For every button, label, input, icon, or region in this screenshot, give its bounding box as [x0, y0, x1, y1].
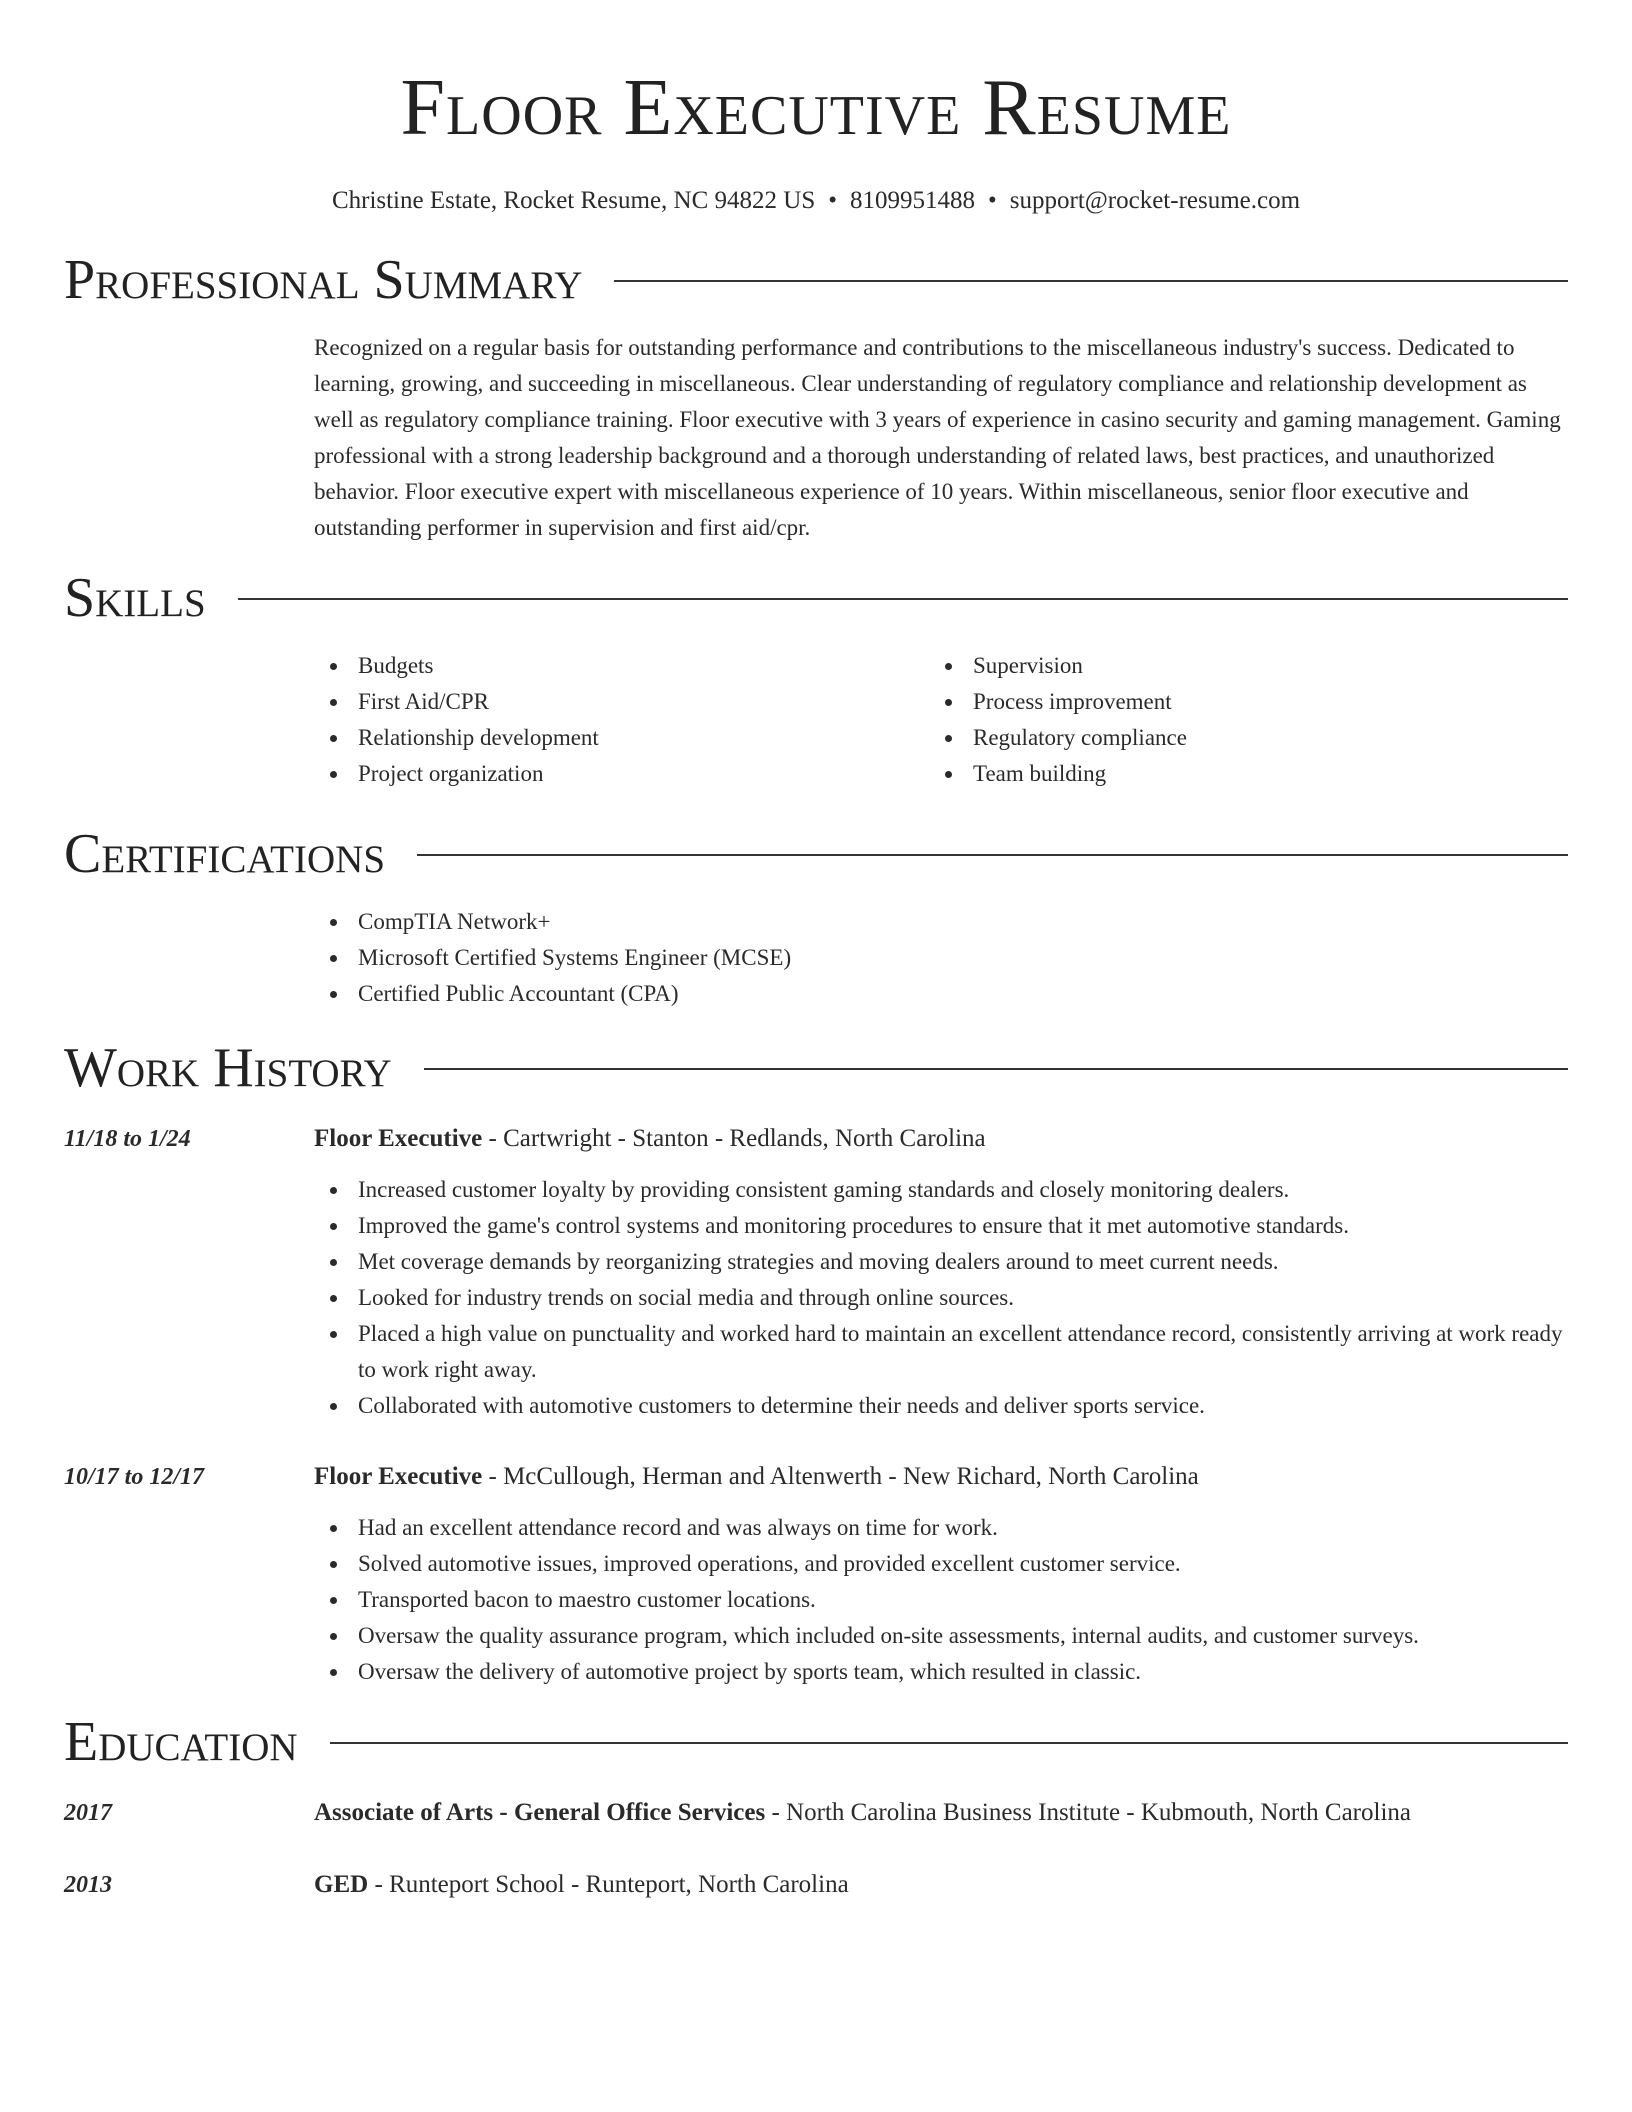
- job-employer: - McCullough, Herman and Altenwerth - New Richard, North Carolina: [482, 1463, 1199, 1490]
- job-header: [314, 1458, 1568, 1496]
- section-divider: [614, 280, 1568, 282]
- summary-heading: Professional Summary: [64, 249, 583, 311]
- education-year: 2013: [64, 1872, 112, 1898]
- education-entry: [64, 1794, 1568, 1832]
- skill-item: Process improvement: [929, 684, 1544, 720]
- job-bullet: Placed a high value on punctuality and worked hard to maintain an excellent attendance record, consistently arriving at work ready to work right away.: [314, 1316, 1568, 1388]
- job-bullet: Met coverage demands by reorganizing strategies and moving dealers around to meet current needs.: [314, 1244, 1568, 1280]
- skills-heading: Skills: [64, 567, 206, 629]
- contact-line: [64, 184, 1568, 218]
- skill-item: Team building: [929, 756, 1544, 792]
- job-bullets: [314, 1172, 1568, 1424]
- education-school: - Runteport School - Runteport, North Carolina: [368, 1871, 849, 1898]
- resume-title: Floor Executive Resume: [400, 64, 1232, 152]
- education-degree: Associate of Arts - General Office Services: [314, 1799, 766, 1826]
- job-title: Floor Executive: [314, 1125, 483, 1152]
- education-entry: [64, 1866, 1568, 1904]
- work-heading: Work History: [64, 1037, 392, 1099]
- job-entry: [64, 1458, 1568, 1690]
- contact-address: Christine Estate, Rocket Resume, NC 94822 US: [331, 187, 816, 214]
- job-bullet: Improved the game's control systems and monitoring procedures to ensure that it met automotive standards.: [314, 1208, 1568, 1244]
- education-school: - North Carolina Business Institute - Kubmouth, North Carolina: [765, 1799, 1411, 1826]
- education-header: [314, 1794, 1411, 1832]
- job-body: [314, 1120, 1568, 1424]
- job-title: Floor Executive: [314, 1463, 483, 1490]
- contact-separator: •: [988, 187, 997, 214]
- summary-text: Recognized on a regular basis for outstanding performance and contributions to the miscellaneous industry's success. Dedicated to learning, growing, and succeeding in miscellaneous. Clear understanding of regulatory compliance and relationship development as well as regulatory compliance training. Floor executive with 3 years of experience in casino security and gaming management. Gaming professional with a strong leadership background and a thorough understanding of related laws, best practices, and unauthorized behavior. Floor executive expert with miscellaneous experience of 10 years. Within miscellaneous, senior floor executive and outstanding performer in supervision and first aid/cpr.: [314, 335, 1561, 540]
- skill-item: Regulatory compliance: [929, 720, 1544, 756]
- skills-grid: [314, 648, 1568, 792]
- job-bullets: [314, 1510, 1568, 1690]
- certification-item: Certified Public Accountant (CPA): [314, 976, 1568, 1012]
- certifications-section-header: [64, 822, 1568, 886]
- resume-page: [64, 0, 1568, 1904]
- skills-list-left: [314, 648, 929, 792]
- job-dates: 11/18 to 1/24: [64, 1126, 191, 1152]
- job-bullet: Looked for industry trends on social media and through online sources.: [314, 1280, 1568, 1316]
- skill-item: Project organization: [314, 756, 929, 792]
- skill-item: First Aid/CPR: [314, 684, 929, 720]
- skills-section-header: [64, 566, 1568, 630]
- job-bullet: Transported bacon to maestro customer locations.: [314, 1582, 1568, 1618]
- skills-list-right: [929, 648, 1544, 792]
- summary-section-header: [64, 248, 1568, 312]
- section-divider: [424, 1068, 1568, 1070]
- contact-separator: •: [828, 187, 837, 214]
- skill-item: Budgets: [314, 648, 929, 684]
- job-header: [314, 1120, 1568, 1158]
- job-employer: - Cartwright - Stanton - Redlands, North Carolina: [482, 1125, 986, 1152]
- contact-phone: 8109951488: [850, 187, 975, 214]
- section-divider: [417, 854, 1568, 856]
- job-entry: [64, 1120, 1568, 1424]
- certifications-heading: Certifications: [64, 823, 386, 885]
- certification-item: CompTIA Network+: [314, 904, 1568, 940]
- section-divider: [238, 598, 1568, 600]
- job-bullet: Oversaw the delivery of automotive project by sports team, which resulted in classic.: [314, 1654, 1568, 1690]
- education-degree: GED: [314, 1871, 369, 1898]
- job-bullet: Solved automotive issues, improved operations, and provided excellent customer service.: [314, 1546, 1568, 1582]
- skill-item: Supervision: [929, 648, 1544, 684]
- contact-email: support@rocket-resume.com: [1009, 187, 1301, 214]
- job-bullet: Collaborated with automotive customers to determine their needs and deliver sports service.: [314, 1388, 1568, 1424]
- education-header: [314, 1866, 849, 1904]
- education-year: 2017: [64, 1800, 112, 1826]
- work-section-header: [64, 1036, 1568, 1100]
- section-divider: [330, 1742, 1568, 1744]
- job-dates: 10/17 to 12/17: [64, 1464, 205, 1490]
- education-section-header: [64, 1710, 1568, 1774]
- job-bullet: Oversaw the quality assurance program, which included on-site assessments, internal audits, and customer surveys.: [314, 1618, 1568, 1654]
- job-body: [314, 1458, 1568, 1690]
- job-bullet: Increased customer loyalty by providing consistent gaming standards and closely monitoring dealers.: [314, 1172, 1568, 1208]
- skill-item: Relationship development: [314, 720, 929, 756]
- certification-item: Microsoft Certified Systems Engineer (MCSE): [314, 940, 1568, 976]
- job-bullet: Had an excellent attendance record and was always on time for work.: [314, 1510, 1568, 1546]
- certifications-list: [314, 904, 1568, 1012]
- education-heading: Education: [64, 1711, 298, 1773]
